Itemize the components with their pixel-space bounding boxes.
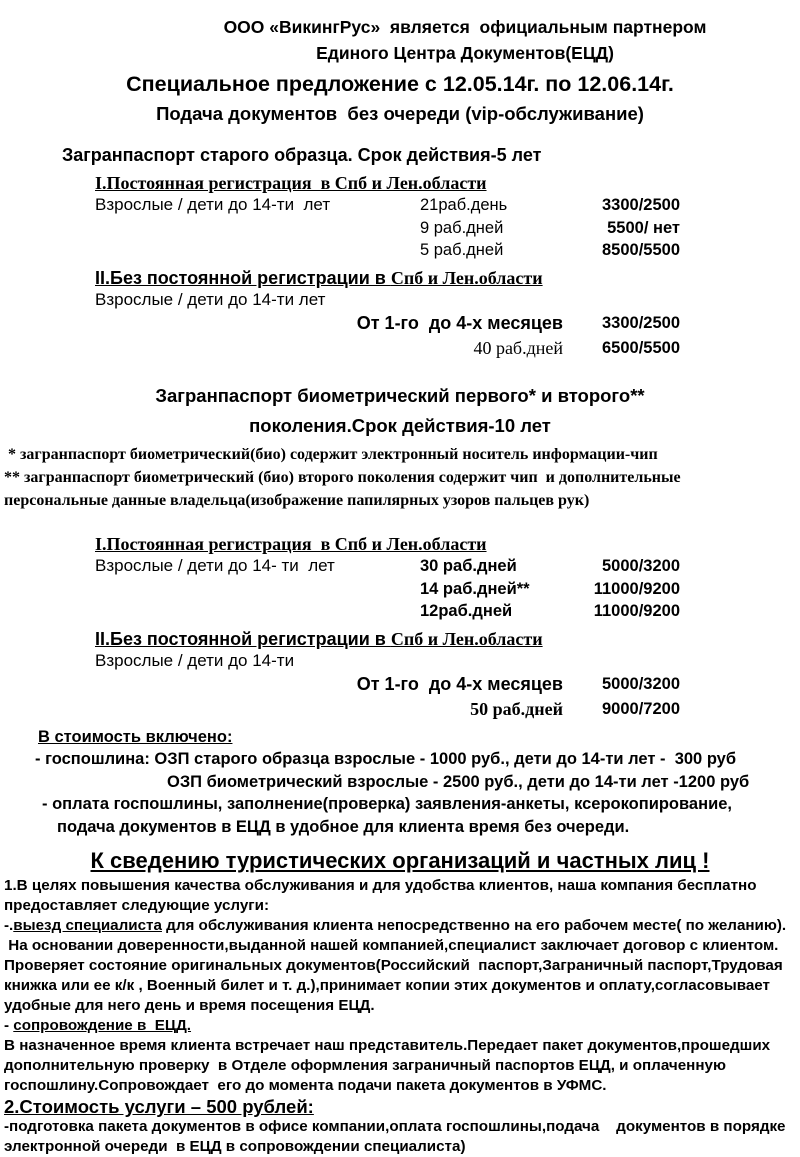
row-price: 11000/9200 [593,602,680,620]
heading-sans-part: II.Без постоянной регистрации в [95,628,391,649]
bio-title-line-2: поколения.Срок действия-10 лет [249,415,551,436]
row-label: Взрослые / дети до 14-ти [95,650,295,670]
partner-line-2: Единого Центра Документов(ЕЦД) [316,43,614,63]
row-label [95,600,420,623]
bio-passport-table2 [95,650,680,673]
notice-paragraph-line: В назначенное время клиента встречает наш представитель.Передает пакет документов,прошедших [4,1037,771,1054]
row-term: 12раб.дней [420,602,513,620]
bio-passport-title [0,381,800,441]
table-row [95,578,680,601]
heading-sans-part: II.Без постоянной регистрации в [95,267,391,288]
notice-paragraph-line: госпошлину.Сопровождает его до момента подачи пакета документов в УФМС. [4,1077,607,1094]
footnote-2-cont: персональные данные владельца(изображение папилярных узоров пальцев рук) [4,492,590,509]
table-row [95,311,680,336]
heading-serif-part: Спб и Лен.области [390,267,543,288]
table-row [95,289,680,312]
bio-footnotes [4,443,800,512]
row-label [95,217,420,240]
table-row [95,217,680,240]
service-visit-line [4,916,800,936]
special-offer-title: Специальное предложение с 12.05.14г. по 12.06.14г. [126,72,674,96]
notice-paragraph-line: -подготовка пакета документов в офисе компании,оплата госпошлины,подача документов в порядке [4,1118,786,1135]
bio-passport-section2-heading [95,628,800,650]
row-price: 8500/5500 [602,241,680,259]
bio-passport-table1 [95,555,680,623]
partner-line-1: ООО «ВикингРус» является официальным партнером [223,17,707,37]
included-line: - госпошлина: ОЗП старого образца взрослые - 1000 руб., дети до 14-ти лет - 300 руб [35,750,737,768]
old-passport-section1-heading: I.Постоянная регистрация в Спб и Лен.области [95,173,487,193]
included-line: - оплата госпошлины, заполнение(проверка) заявления-анкеты, ксерокопирование, [42,795,732,813]
service-escort-line [4,1016,800,1036]
table-row [95,650,680,673]
table-row [95,600,680,623]
row-price: 9000/7200 [602,700,680,718]
notice-heading: К сведению туристических организаций и частных лиц ! [90,848,710,873]
bio-passport-section1-heading: I.Постоянная регистрация в Спб и Лен.области [95,534,487,554]
old-passport-title: Загранпаспорт старого образца. Срок действия-5 лет [62,145,542,165]
row-price: 3300/2500 [602,314,680,332]
notice-paragraph-line: электронной очереди в ЕЦД в сопровождении специалиста) [4,1138,466,1155]
included-line: ОЗП биометрический взрослые - 2500 руб., дети до 14-ти лет -1200 руб [167,772,750,791]
heading-serif-part: Спб и Лен.области [390,628,543,649]
notice-paragraph-line: предоставляет следующие услуги: [4,897,270,914]
spacer [0,512,800,528]
row-price: 5500/ нет [607,218,680,237]
row-label: Взрослые / дети до 14-ти лет [95,289,326,309]
row-label: Взрослые / дети до 14- ти лет [95,556,335,575]
row-price: 11000/9200 [593,579,680,598]
row-term: От 1-го до 4-х месяцев [356,674,563,694]
service-escort-label: сопровождение в ЕЦД. [13,1017,192,1034]
row-term: 5 раб.дней [420,241,504,259]
vip-subtitle: Подача документов без очереди (vip-обслуживание) [156,103,644,124]
table-row [95,672,680,697]
header [130,14,800,66]
row-label: Взрослые / дети до 14-ти лет [95,195,331,214]
notice-paragraph-line: удобные для него день и время посещения ЕЦД. [4,997,375,1014]
included-heading: В стоимость включено: [38,728,233,746]
old-passport-table1 [95,194,680,262]
service-visit-rest: для обслуживания клиента непосредственно на его рабочем месте( по желанию). [161,917,787,934]
old-passport-section2-heading [95,267,800,289]
notice-paragraph-line: Проверяет состояние оригинальных документов(Российский паспорт,Заграничный паспорт,Трудовая [4,957,783,974]
row-term: 21раб.день [420,196,508,214]
row-term: 50 раб.дней [470,699,563,719]
row-price: 3300/2500 [602,196,680,214]
table-row [95,239,680,262]
row-term: От 1-го до 4-х месяцев [356,313,563,333]
footnote-2: ** загранпаспорт биометрический (био) второго поколения содержит чип и дополнительные [4,469,681,486]
row-label [95,239,420,262]
service-visit-label: выезд специалиста [13,917,162,934]
table-row [95,336,680,361]
row-term: 14 раб.дней** [420,579,530,598]
notice-paragraph-line: 1.В целях повышения качества обслуживания и для удобства клиентов, наша компания бесплатно [4,877,757,894]
included-line: подача документов в ЕЦД в удобное для клиента время без очереди. [57,817,630,836]
footnote-1: * загранпаспорт биометрический(био) содержит электронный носитель информации-чип [4,446,658,463]
notice-paragraph-line: книжка или ее к/к , Военный билет и т. д.),принимает копии этих документов и оплату,согласовывает [4,977,770,994]
old-passport-table2 [95,289,680,312]
table-row [95,555,680,578]
bullet-prefix: - [4,1017,14,1034]
row-price: 5000/3200 [602,557,680,575]
bullet-prefix: -. [4,917,14,934]
row-price: 6500/5500 [602,339,680,357]
notice-paragraph-line: На основании доверенности,выданной нашей компанией,специалист заключает договор с клиентом. [4,937,779,954]
row-price: 5000/3200 [602,675,680,693]
table-row [95,697,680,722]
row-label [95,578,420,601]
row-term: 9 раб.дней [420,218,504,237]
service-cost-heading: 2.Стоимость услуги – 500 рублей: [4,1096,314,1117]
row-term: 30 раб.дней [420,557,517,575]
notice-paragraph-line: дополнительную проверку в Отделе оформления заграничный паспортов ЕЦД, и оплаченную [4,1057,726,1074]
bio-title-line-1: Загранпаспорт биометрический первого* и второго** [155,385,645,406]
table-row [95,194,680,217]
row-term: 40 раб.дней [473,338,563,358]
